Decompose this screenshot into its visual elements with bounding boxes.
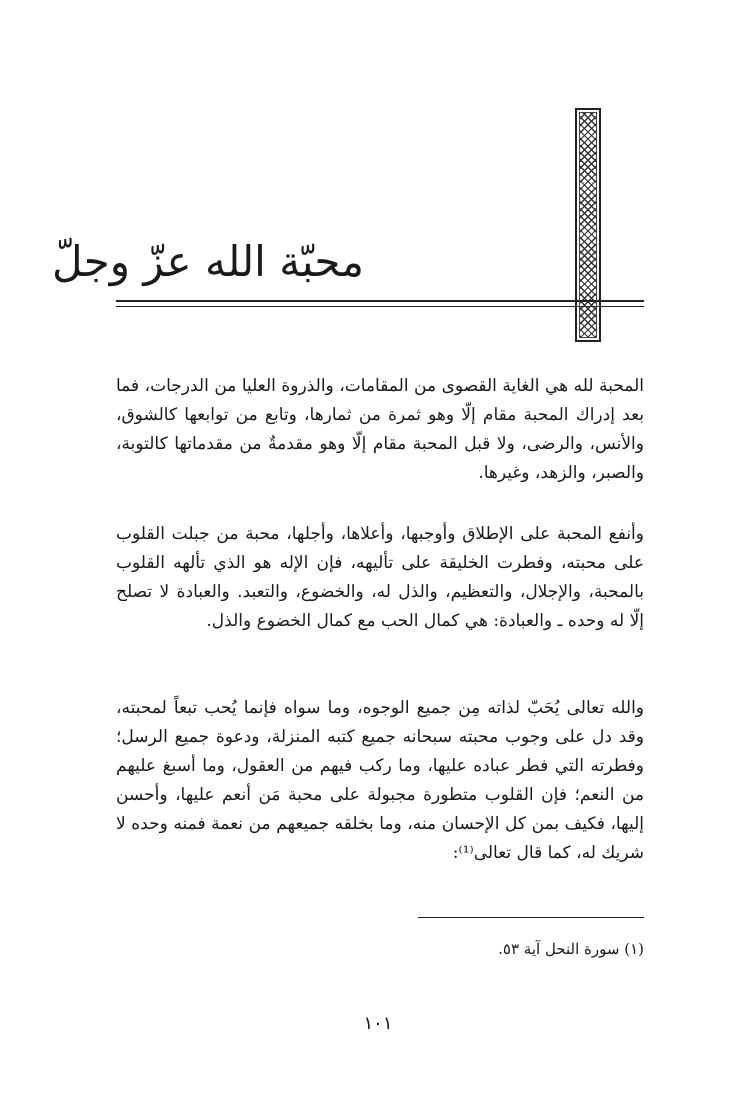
title-divider-thin [116, 306, 644, 307]
title-divider-thick [116, 300, 644, 302]
body-paragraph-3: والله تعالى يُحَبّ لذاته مِن جميع الوجوه، وما سواه فإنما يُحب تبعاً لمحبته، وقد دل على وجوب محبته سبحانه جميع كتبه المنزلة، ودعوة جميع الرسل؛ وفطرته التي فطر عباده عليها، وما ركب فيهم من العقول، وما أسبغ عليهم من النعم؛ فإن القلوب متطورة مجبولة على محبة مَن أنعم عليها، وأحسن إليها، فكيف بمن كل الإحسان منه، وما بخلقه جميعهم من نعمة فمنه وحده لا شريك له، كما قال تعالى⁽¹⁾: [116, 698, 644, 863]
ornament-pattern [579, 112, 597, 338]
footnote: (١) سورة النحل آية ٥٣. [498, 940, 644, 958]
chapter-title: محبّة الله عزّ وجلّ [51, 237, 364, 286]
page-number: ١٠١ [363, 1013, 393, 1034]
body-paragraph-1: المحبة لله هي الغاية القصوى من المقامات، والذروة العليا من الدرجات، فما بعد إدراك المحبة مقام إلّا وهو ثمرة من ثمارها، وتابع من توابعها كالشوق، والأنس، والرضى، ولا قبل المحبة مقام إلّا وهو مقدمةٌ من مقدماتها كالتوبة، والصبر، والزهد، وغيرها. [116, 376, 644, 483]
footnote-divider [418, 917, 644, 918]
body-paragraph-2: وأنفع المحبة على الإطلاق وأوجبها، وأعلاها، وأجلها، محبة من جبلت القلوب على محبته، وفطرت الخليقة على تأليهه، فإن الإله هو الذي تألهه القلوب بالمحبة، والإجلال، والتعظيم، والذل له، والخضوع، والتعبد. والعبادة لا تصلح إلّا له وحده ـ والعبادة: هي كمال الحب مع كمال الخضوع والذل. [116, 524, 644, 631]
